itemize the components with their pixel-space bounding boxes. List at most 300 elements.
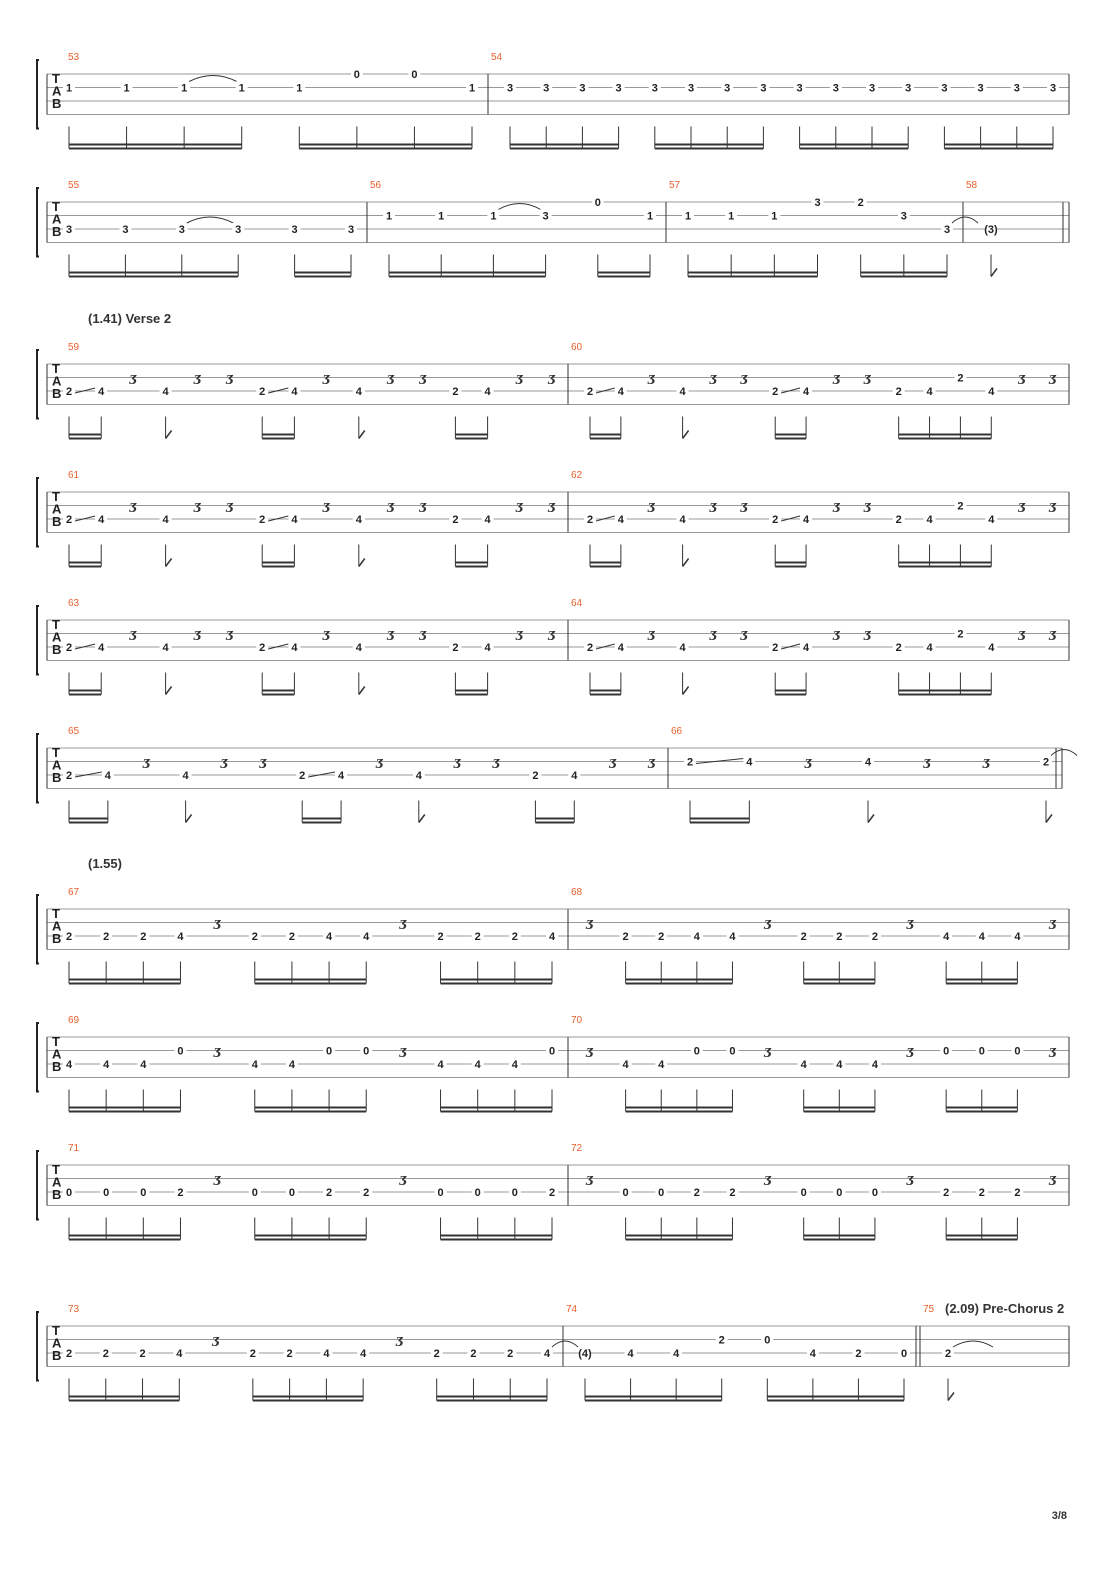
rest-symbol: ʒ xyxy=(515,370,523,385)
fret-number: 1 xyxy=(468,82,476,95)
fret-number: 4 xyxy=(484,514,491,526)
tab-system xyxy=(37,726,1077,823)
page-number: 3/8 xyxy=(1051,1510,1067,1522)
tab-clef-letter: T xyxy=(52,906,60,921)
rest-symbol: ʒ xyxy=(1049,370,1056,385)
tab-clef-letter: T xyxy=(52,1034,60,1049)
tab-clef-letter: T xyxy=(52,489,60,504)
tab-clef-letter: A xyxy=(52,373,62,389)
measure-number: 55 xyxy=(68,180,80,191)
fret-number: 2 xyxy=(772,514,779,526)
fret-number: 0 xyxy=(978,1045,985,1058)
fret-number: 4 xyxy=(978,931,985,943)
fret-number: 1 xyxy=(238,82,245,95)
tab-system xyxy=(37,52,1069,149)
fret-number: 3 xyxy=(615,82,622,95)
fret-number: 2 xyxy=(511,931,518,943)
fret-number: 0 xyxy=(871,1187,878,1199)
fret-number: 4 xyxy=(803,514,810,526)
fret-number: 3 xyxy=(65,224,73,236)
rest-symbol: ʒ xyxy=(213,1171,221,1186)
measure-number: 67 xyxy=(68,887,80,898)
fret-number: 1 xyxy=(438,210,445,223)
note-flag xyxy=(991,269,997,277)
fret-number: 0 xyxy=(800,1187,807,1199)
fret-number: 0 xyxy=(177,1045,184,1058)
fret-number: 4 xyxy=(360,1348,367,1360)
rest-symbol: ʒ xyxy=(548,370,555,385)
fret-number: 0 xyxy=(900,1348,908,1360)
rest-symbol: ʒ xyxy=(863,498,871,513)
rest-symbol: ʒ xyxy=(492,754,500,769)
system-bracket xyxy=(37,350,39,419)
fret-number: 2 xyxy=(944,1348,952,1360)
fret-number: 2 xyxy=(507,1348,514,1360)
measure-number: 71 xyxy=(68,1143,80,1154)
fret-number: 2 xyxy=(452,386,459,398)
fret-number: 2 xyxy=(251,931,258,943)
measure-number: 64 xyxy=(571,598,583,609)
system-bracket xyxy=(37,1023,39,1092)
rest-symbol: ʒ xyxy=(709,370,717,385)
tab-system xyxy=(37,1304,1069,1401)
fret-number: 4 xyxy=(746,756,753,769)
tab-system xyxy=(37,180,1069,277)
tab-system xyxy=(37,887,1069,984)
fret-number: 4 xyxy=(251,1059,258,1071)
fret-number: 4 xyxy=(338,770,345,782)
tab-system xyxy=(37,342,1069,439)
rest-symbol: ʒ xyxy=(220,754,228,769)
fret-number: 4 xyxy=(679,642,686,654)
fret-number: 4 xyxy=(162,514,169,526)
fret-number: 0 xyxy=(693,1045,700,1058)
fret-number: 2 xyxy=(65,386,73,398)
measure-number: 68 xyxy=(571,887,583,898)
tie-arc xyxy=(498,204,540,210)
rest-symbol: ʒ xyxy=(142,754,150,769)
fret-number: 0 xyxy=(474,1187,481,1199)
system-bracket xyxy=(37,1312,39,1381)
fret-number: 4 xyxy=(679,386,686,398)
fret-number: 2 xyxy=(259,642,266,654)
fret-number: 4 xyxy=(864,756,872,769)
fret-number: 2 xyxy=(249,1348,256,1360)
fret-number: 4 xyxy=(617,642,624,654)
fret-number: 2 xyxy=(586,514,594,526)
note-flag xyxy=(683,687,689,695)
fret-number: 2 xyxy=(857,197,864,209)
rest-symbol: ʒ xyxy=(647,370,655,385)
fret-number: 2 xyxy=(286,1348,293,1360)
rest-symbol: ʒ xyxy=(419,626,427,641)
rest-symbol: ʒ xyxy=(764,1043,771,1058)
fret-number: 0 xyxy=(251,1187,258,1199)
fret-number: 2 xyxy=(326,1187,333,1199)
fret-number: 4 xyxy=(926,514,933,526)
fret-number: 3 xyxy=(977,82,984,95)
rest-symbol: ʒ xyxy=(399,915,407,930)
rest-symbol: ʒ xyxy=(982,754,990,769)
fret-number: 1 xyxy=(123,82,130,95)
fret-number: 4 xyxy=(622,1059,629,1071)
rest-symbol: ʒ xyxy=(129,498,137,513)
rest-symbol: ʒ xyxy=(548,498,555,513)
fret-number: 2 xyxy=(693,1187,700,1199)
rest-symbol: ʒ xyxy=(863,626,871,641)
fret-number: 0 xyxy=(65,1187,73,1199)
note-flag xyxy=(359,431,365,439)
tie-arc xyxy=(952,217,978,223)
fret-number: 0 xyxy=(548,1045,556,1058)
rest-symbol: ʒ xyxy=(515,626,523,641)
rest-symbol: ʒ xyxy=(906,1171,914,1186)
measure-number: 66 xyxy=(671,726,683,737)
fret-number: 4 xyxy=(926,642,933,654)
rest-symbol: ʒ xyxy=(764,1171,771,1186)
rest-symbol: ʒ xyxy=(548,626,555,641)
rest-symbol: ʒ xyxy=(740,498,748,513)
rest-symbol: ʒ xyxy=(395,1332,403,1347)
rest-symbol: ʒ xyxy=(740,626,748,641)
fret-number: 4 xyxy=(511,1059,518,1071)
fret-number: 2 xyxy=(586,642,594,654)
measure-number: 54 xyxy=(491,52,503,63)
fret-number: 2 xyxy=(729,1187,736,1199)
fret-number: 3 xyxy=(832,82,839,95)
measure-number: 74 xyxy=(566,1304,578,1315)
fret-number: 3 xyxy=(506,82,514,95)
fret-number: 4 xyxy=(291,386,298,398)
fret-number: 4 xyxy=(800,1059,807,1071)
fret-number: 4 xyxy=(658,1059,665,1071)
fret-number: (4) xyxy=(578,1348,592,1360)
fret-number: 4 xyxy=(355,386,362,398)
fret-number: 2 xyxy=(65,514,73,526)
measure-number: 65 xyxy=(68,726,80,737)
tab-clef-letter: A xyxy=(52,211,62,227)
rest-symbol: ʒ xyxy=(419,370,427,385)
rest-symbol: ʒ xyxy=(1049,1043,1056,1058)
fret-number: 2 xyxy=(102,1348,109,1360)
fret-number: 2 xyxy=(836,931,843,943)
fret-number: 1 xyxy=(646,210,654,223)
fret-number: 3 xyxy=(941,82,948,95)
tab-clef-letter: T xyxy=(52,1162,60,1177)
rest-symbol: ʒ xyxy=(193,626,201,641)
system-bracket xyxy=(37,60,39,129)
rest-symbol: ʒ xyxy=(322,626,330,641)
fret-number: 4 xyxy=(162,386,169,398)
tab-clef-letter: A xyxy=(52,629,62,645)
fret-number: 4 xyxy=(484,642,491,654)
rest-symbol: ʒ xyxy=(1018,626,1025,641)
fret-number: 3 xyxy=(178,224,185,236)
system-bracket xyxy=(37,895,39,964)
fret-number: 4 xyxy=(617,514,624,526)
system-bracket xyxy=(37,1151,39,1220)
fret-number: 4 xyxy=(176,1348,183,1360)
tab-clef-letter: B xyxy=(52,931,62,946)
fret-number: 4 xyxy=(162,642,169,654)
rest-symbol: ʒ xyxy=(832,370,840,385)
rest-symbol: ʒ xyxy=(226,370,233,385)
fret-number: 2 xyxy=(772,386,779,398)
fret-number: 2 xyxy=(363,1187,370,1199)
fret-number: 1 xyxy=(684,210,692,223)
tab-clef-letter: A xyxy=(52,757,62,773)
fret-number: 4 xyxy=(803,642,810,654)
note-flag xyxy=(868,815,874,823)
fret-number: 4 xyxy=(140,1059,147,1071)
fret-number: 2 xyxy=(65,931,73,943)
fret-number: 3 xyxy=(122,224,129,236)
rest-symbol: ʒ xyxy=(129,370,137,385)
fret-number: 4 xyxy=(98,642,105,654)
rest-symbol: ʒ xyxy=(1049,498,1056,513)
rest-symbol: ʒ xyxy=(419,498,427,513)
fret-number: 2 xyxy=(140,931,147,943)
rest-symbol: ʒ xyxy=(399,1043,407,1058)
system-bracket xyxy=(37,734,39,803)
tab-clef-letter: B xyxy=(52,642,62,657)
fret-number: 2 xyxy=(718,1334,725,1347)
rest-symbol: ʒ xyxy=(453,754,461,769)
fret-number: 4 xyxy=(415,770,422,782)
rest-symbol: ʒ xyxy=(399,1171,407,1186)
rest-symbol: ʒ xyxy=(609,754,616,769)
tab-clef-letter: B xyxy=(52,770,62,785)
note-flag xyxy=(166,431,172,439)
tab-system xyxy=(37,598,1069,695)
fret-number: 4 xyxy=(988,514,995,526)
fret-number: 4 xyxy=(355,514,362,526)
measure-number: 53 xyxy=(68,52,80,63)
system-bracket xyxy=(37,478,39,547)
fret-number: 1 xyxy=(385,210,393,223)
fret-number: 2 xyxy=(658,931,665,943)
fret-number: 3 xyxy=(760,82,767,95)
fret-number: 4 xyxy=(543,1348,551,1360)
tab-clef-letter: T xyxy=(52,71,60,86)
rest-symbol: ʒ xyxy=(322,370,330,385)
fret-number: 4 xyxy=(323,1348,330,1360)
rest-symbol: ʒ xyxy=(226,626,233,641)
fret-number: 2 xyxy=(433,1348,440,1360)
rest-symbol: ʒ xyxy=(832,626,840,641)
fret-number: 3 xyxy=(796,82,803,95)
fret-number: 4 xyxy=(548,931,556,943)
fret-number: 4 xyxy=(988,386,995,398)
fret-number: 0 xyxy=(1014,1045,1021,1058)
rest-symbol: ʒ xyxy=(193,498,201,513)
fret-number: 2 xyxy=(957,372,964,385)
tab-clef-letter: T xyxy=(52,199,60,214)
fret-number: 4 xyxy=(177,931,184,943)
rest-symbol: ʒ xyxy=(709,626,717,641)
measure-number: 60 xyxy=(571,342,583,353)
fret-number: 3 xyxy=(579,82,586,95)
rest-symbol: ʒ xyxy=(586,1171,593,1186)
fret-number: 0 xyxy=(288,1187,295,1199)
fret-number: 4 xyxy=(437,1059,444,1071)
note-flag xyxy=(166,687,172,695)
fret-number: 2 xyxy=(1042,756,1050,769)
rest-symbol: ʒ xyxy=(193,370,201,385)
fret-number: 0 xyxy=(622,1187,629,1199)
fret-number: 2 xyxy=(957,500,964,513)
fret-number: 2 xyxy=(800,931,807,943)
fret-number: 2 xyxy=(470,1348,477,1360)
tie-arc xyxy=(953,1341,993,1347)
fret-number: 2 xyxy=(259,514,266,526)
fret-number: 2 xyxy=(895,514,902,526)
fret-number: 0 xyxy=(658,1187,665,1199)
fret-number: 4 xyxy=(98,514,105,526)
tab-clef-letter: A xyxy=(52,1046,62,1062)
rest-symbol: ʒ xyxy=(804,754,812,769)
fret-number: 2 xyxy=(772,642,779,654)
rest-symbol: ʒ xyxy=(1049,626,1056,641)
rest-symbol: ʒ xyxy=(832,498,840,513)
fret-number: 4 xyxy=(288,1059,295,1071)
note-flag xyxy=(359,559,365,567)
tab-clef-letter: A xyxy=(52,1335,62,1351)
fret-number: 0 xyxy=(363,1045,370,1058)
fret-number: 4 xyxy=(988,642,995,654)
fret-number: 4 xyxy=(291,642,298,654)
rest-symbol: ʒ xyxy=(322,498,330,513)
tab-clef-letter: A xyxy=(52,1174,62,1190)
fret-number: 2 xyxy=(139,1348,146,1360)
fret-number: 4 xyxy=(104,770,111,782)
fret-number: 4 xyxy=(363,931,370,943)
note-flag xyxy=(419,815,425,823)
fret-number: 4 xyxy=(355,642,362,654)
fret-number: 4 xyxy=(803,386,810,398)
fret-number: 4 xyxy=(617,386,624,398)
fret-number: 4 xyxy=(182,770,189,782)
note-flag xyxy=(166,559,172,567)
tab-clef-letter: A xyxy=(52,83,62,99)
fret-number: 2 xyxy=(103,931,110,943)
fret-number: 4 xyxy=(1014,931,1021,943)
fret-number: 4 xyxy=(836,1059,843,1071)
tab-clef-letter: B xyxy=(52,1187,62,1202)
fret-number: 1 xyxy=(181,82,188,95)
measure-number: 72 xyxy=(571,1143,583,1154)
rest-symbol: ʒ xyxy=(213,1043,221,1058)
fret-number: 3 xyxy=(724,82,731,95)
tab-clef-letter: T xyxy=(52,617,60,632)
rest-symbol: ʒ xyxy=(1018,498,1025,513)
tab-clef-letter: B xyxy=(52,1059,62,1074)
rest-symbol: ʒ xyxy=(387,626,394,641)
fret-number: 2 xyxy=(586,386,594,398)
fret-number: 2 xyxy=(855,1348,862,1360)
rest-symbol: ʒ xyxy=(129,626,137,641)
fret-number: 4 xyxy=(98,386,105,398)
fret-number: 3 xyxy=(651,82,658,95)
system-bracket xyxy=(37,606,39,675)
fret-number: 0 xyxy=(594,197,601,209)
fret-number: 4 xyxy=(474,1059,481,1071)
tab-clef-letter: A xyxy=(52,918,62,934)
fret-number: 3 xyxy=(814,197,821,209)
rest-symbol: ʒ xyxy=(387,370,394,385)
tab-clef-letter: B xyxy=(52,386,62,401)
fret-number: 2 xyxy=(452,514,459,526)
rest-symbol: ʒ xyxy=(647,498,655,513)
measure-number: 57 xyxy=(669,180,681,191)
rest-symbol: ʒ xyxy=(1049,1171,1056,1186)
measure-number: 56 xyxy=(370,180,382,191)
fret-number: 2 xyxy=(65,1348,73,1360)
measure-number: 69 xyxy=(68,1015,80,1026)
note-flag xyxy=(683,559,689,567)
fret-number: (3) xyxy=(984,224,998,236)
fret-number: 4 xyxy=(571,770,578,782)
rest-symbol: ʒ xyxy=(906,1043,914,1058)
rest-symbol: ʒ xyxy=(259,754,267,769)
note-flag xyxy=(186,815,192,823)
tie-arc xyxy=(187,217,233,223)
fret-number: 1 xyxy=(728,210,735,223)
tab-clef-letter: B xyxy=(52,96,62,111)
rest-symbol: ʒ xyxy=(387,498,394,513)
tie-arc xyxy=(1051,750,1077,756)
section-label-verse-2: (1.41) Verse 2 xyxy=(88,311,172,326)
fret-number: 0 xyxy=(511,1187,518,1199)
fret-number: 4 xyxy=(291,514,298,526)
fret-number: 3 xyxy=(868,82,876,95)
measure-number: 59 xyxy=(68,342,80,353)
fret-number: 4 xyxy=(326,931,333,943)
tie-arc xyxy=(552,1341,578,1347)
rest-symbol: ʒ xyxy=(863,370,871,385)
system-bracket xyxy=(37,188,39,257)
fret-number: 2 xyxy=(548,1187,556,1199)
fret-number: 2 xyxy=(65,770,73,782)
fret-number: 2 xyxy=(259,386,266,398)
rest-symbol: ʒ xyxy=(923,754,931,769)
rest-symbol: ʒ xyxy=(1049,915,1056,930)
fret-number: 0 xyxy=(411,69,418,81)
fret-number: 3 xyxy=(905,82,912,95)
fret-number: 1 xyxy=(771,210,778,223)
fret-number: 3 xyxy=(235,224,242,236)
fret-number: 4 xyxy=(871,1059,878,1071)
fret-number: 2 xyxy=(895,642,902,654)
fret-number: 3 xyxy=(543,82,550,95)
fret-number: 0 xyxy=(103,1187,110,1199)
rest-symbol: ʒ xyxy=(586,1043,593,1058)
fret-number: 3 xyxy=(687,82,695,95)
measure-number: 73 xyxy=(68,1304,80,1315)
fret-number: 3 xyxy=(542,210,549,223)
fret-number: 4 xyxy=(484,386,491,398)
fret-number: 0 xyxy=(437,1187,444,1199)
tab-clef-letter: T xyxy=(52,745,60,760)
fret-number: 3 xyxy=(900,210,907,223)
fret-number: 0 xyxy=(764,1334,771,1347)
rest-symbol: ʒ xyxy=(764,915,771,930)
measure-number: 63 xyxy=(68,598,80,609)
rest-symbol: ʒ xyxy=(1018,370,1025,385)
tab-system xyxy=(37,470,1069,567)
measure-number: 70 xyxy=(571,1015,583,1026)
measure-number: 61 xyxy=(68,470,80,481)
